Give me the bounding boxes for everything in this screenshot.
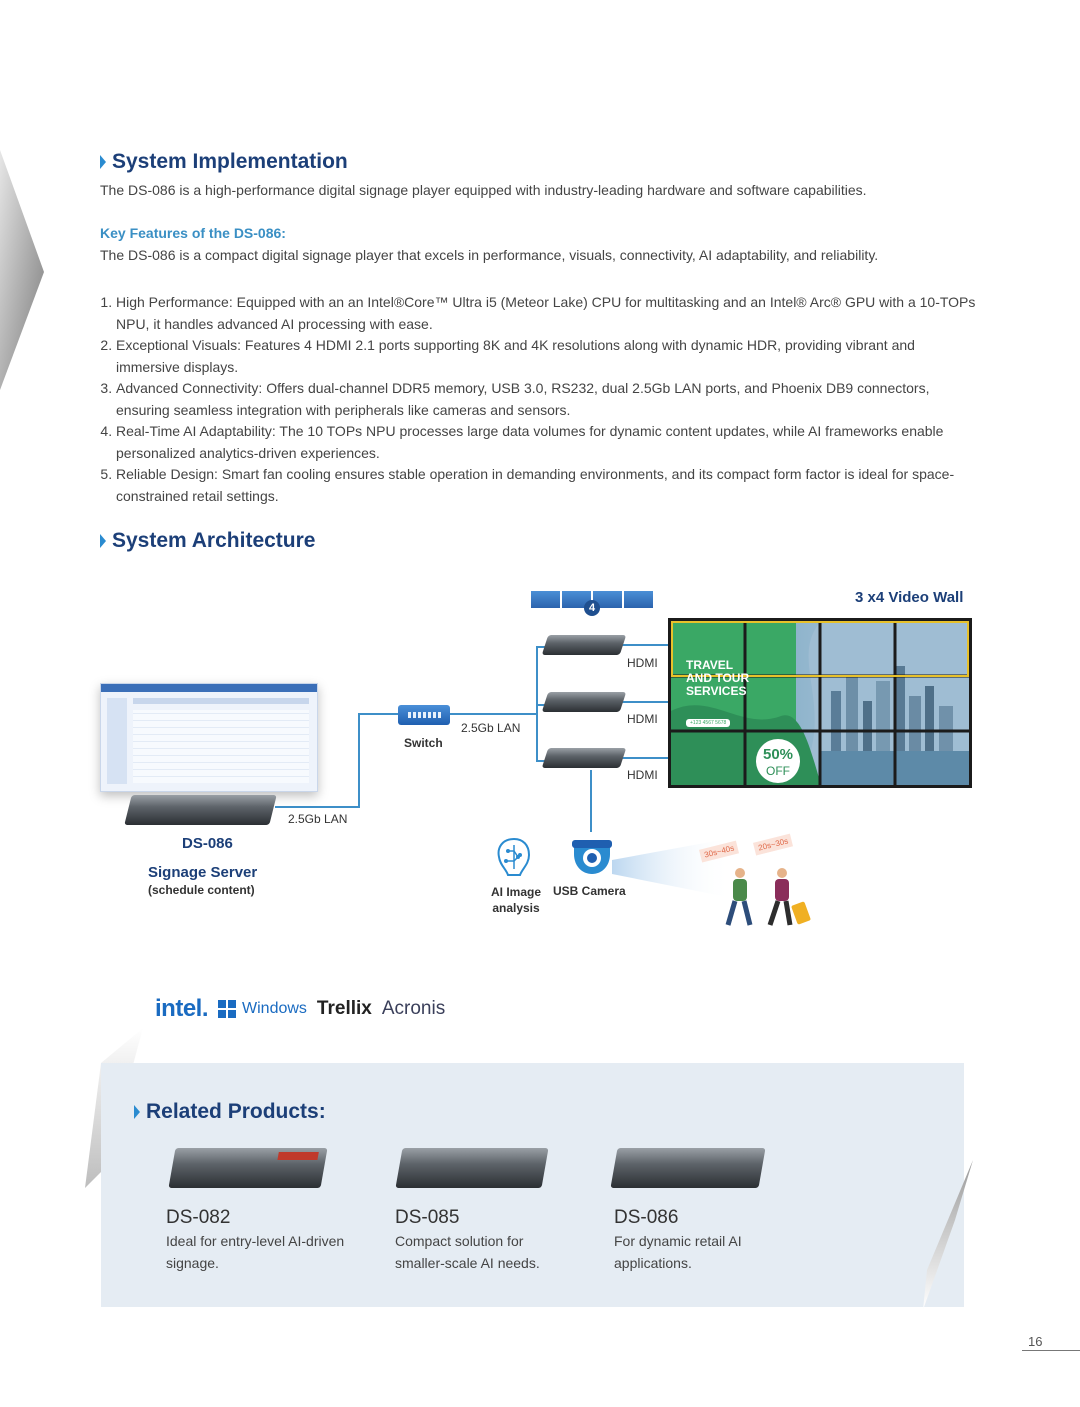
ad-off: OFF — [766, 764, 790, 778]
key-features-title: Key Features of the DS-086: — [100, 225, 286, 241]
feature-item: 4. Real-Time AI Adaptability: The 10 TOPs NPU processes large data volumes for dynamic content updates, while AI frameworks enable personalized analytics-driven experiences. — [116, 421, 980, 464]
windows-icon — [218, 1000, 236, 1018]
features-list — [100, 292, 980, 507]
hdmi-label: HDMI — [627, 656, 658, 670]
ad-phone: +123 4567 5678 — [686, 719, 730, 727]
section-title-implementation: System Implementation — [100, 150, 348, 174]
video-wall — [668, 618, 972, 788]
feature-item: 1. High Performance: Equipped with an an Intel®Core™ Ultra i5 (Meteor Lake) CPU for multitasking and an Intel® Arc® GPU with a 10-TOPs NPU, it handles advanced AI processing with ease. — [116, 292, 980, 335]
bullet-triangle-icon — [100, 155, 106, 169]
acronis-logo: Acronis — [381, 998, 446, 1019]
section-title-architecture: System Architecture — [100, 529, 315, 553]
hdmi-label: HDMI — [627, 768, 658, 782]
product-name[interactable]: DS-082 — [166, 1207, 231, 1228]
connector-line — [358, 713, 360, 808]
key-features-intro: The DS-086 is a compact digital signage player that excels in performance, visuals, connectivity, AI adaptability, and reliability. — [100, 247, 879, 263]
player-device — [542, 748, 626, 768]
connector-line — [275, 806, 360, 808]
usb-camera-label: USB Camera — [553, 884, 626, 898]
age-tag: 30s~40s — [699, 841, 739, 863]
product-name[interactable]: DS-086 — [614, 1207, 679, 1228]
left-decor-wedge — [0, 150, 46, 395]
ai-image-label: AI Image analysis — [490, 885, 541, 915]
partner-logos — [155, 995, 445, 1023]
hdmi-label: HDMI — [627, 712, 658, 726]
lan-label-top: 2.5Gb LAN — [461, 721, 521, 735]
panel-decor-right — [915, 1160, 975, 1320]
player-device — [542, 635, 626, 655]
product-image-ds086 — [610, 1148, 765, 1188]
page-number-rule — [1022, 1350, 1080, 1351]
product-name[interactable]: DS-085 — [395, 1207, 460, 1228]
camera-icon — [570, 832, 614, 878]
age-tag: 20s~30s — [753, 834, 793, 856]
server-title: Signage Server — [148, 864, 258, 881]
product-image-ds085 — [395, 1148, 548, 1188]
server-model: DS-086 — [182, 835, 233, 852]
feature-item: 2. Exceptional Visuals: Features 4 HDMI 2.1 ports supporting 8K and 4K resolutions along with dynamic HDR, providing vibrant and immersive displays. — [116, 335, 980, 378]
section-title-related: Related Products: — [134, 1100, 326, 1124]
ai-brain-icon — [494, 835, 534, 877]
city-skyline-graphic — [671, 621, 969, 785]
switch-label: Switch — [404, 736, 443, 750]
connector-line — [450, 713, 538, 715]
lan-label-bottom: 2.5Gb LAN — [288, 812, 348, 826]
connector-line — [358, 713, 398, 715]
server-screen — [100, 683, 318, 792]
ad-discount: 50% — [762, 746, 794, 763]
trellix-logo: Trellix — [316, 998, 372, 1019]
player-device — [542, 692, 626, 712]
windows-logo: Windows — [218, 1000, 307, 1018]
server-subtitle: (schedule content) — [148, 883, 255, 897]
intel-logo: intel. — [155, 995, 209, 1022]
panel-count-badge: 4 — [584, 600, 600, 616]
connector-line — [590, 770, 592, 832]
product-description: For dynamic retail AI applications. — [614, 1233, 742, 1271]
bullet-triangle-icon — [134, 1105, 140, 1119]
feature-item: 3. Advanced Connectivity: Offers dual-channel DDR5 memory, USB 3.0, RS232, dual 2.5Gb LAN ports, and Phoenix DB9 connectors, ensuring seamless integration with peripherals like cameras and sensors. — [116, 378, 980, 421]
implementation-intro: The DS-086 is a high-performance digital signage player equipped with industry-leading hardware and software capabilities. — [100, 182, 867, 198]
product-description: Compact solution for smaller-scale AI needs. — [395, 1233, 540, 1271]
video-wall-title: 3 x4 Video Wall — [855, 589, 964, 606]
feature-item: 5. Reliable Design: Smart fan cooling ensures stable operation in demanding environments, and its compact form factor is ideal for space-constrained retail settings. — [116, 464, 980, 507]
ad-headline: TRAVEL AND TOUR SERVICES — [686, 658, 750, 698]
product-image-ds082 — [168, 1148, 327, 1188]
product-description: Ideal for entry-level AI-driven signage. — [166, 1233, 345, 1271]
bullet-triangle-icon — [100, 534, 106, 548]
server-device — [124, 795, 276, 825]
page-number: 16 — [1028, 1334, 1043, 1349]
shoppers-graphic — [722, 865, 817, 929]
switch-icon — [398, 705, 450, 725]
